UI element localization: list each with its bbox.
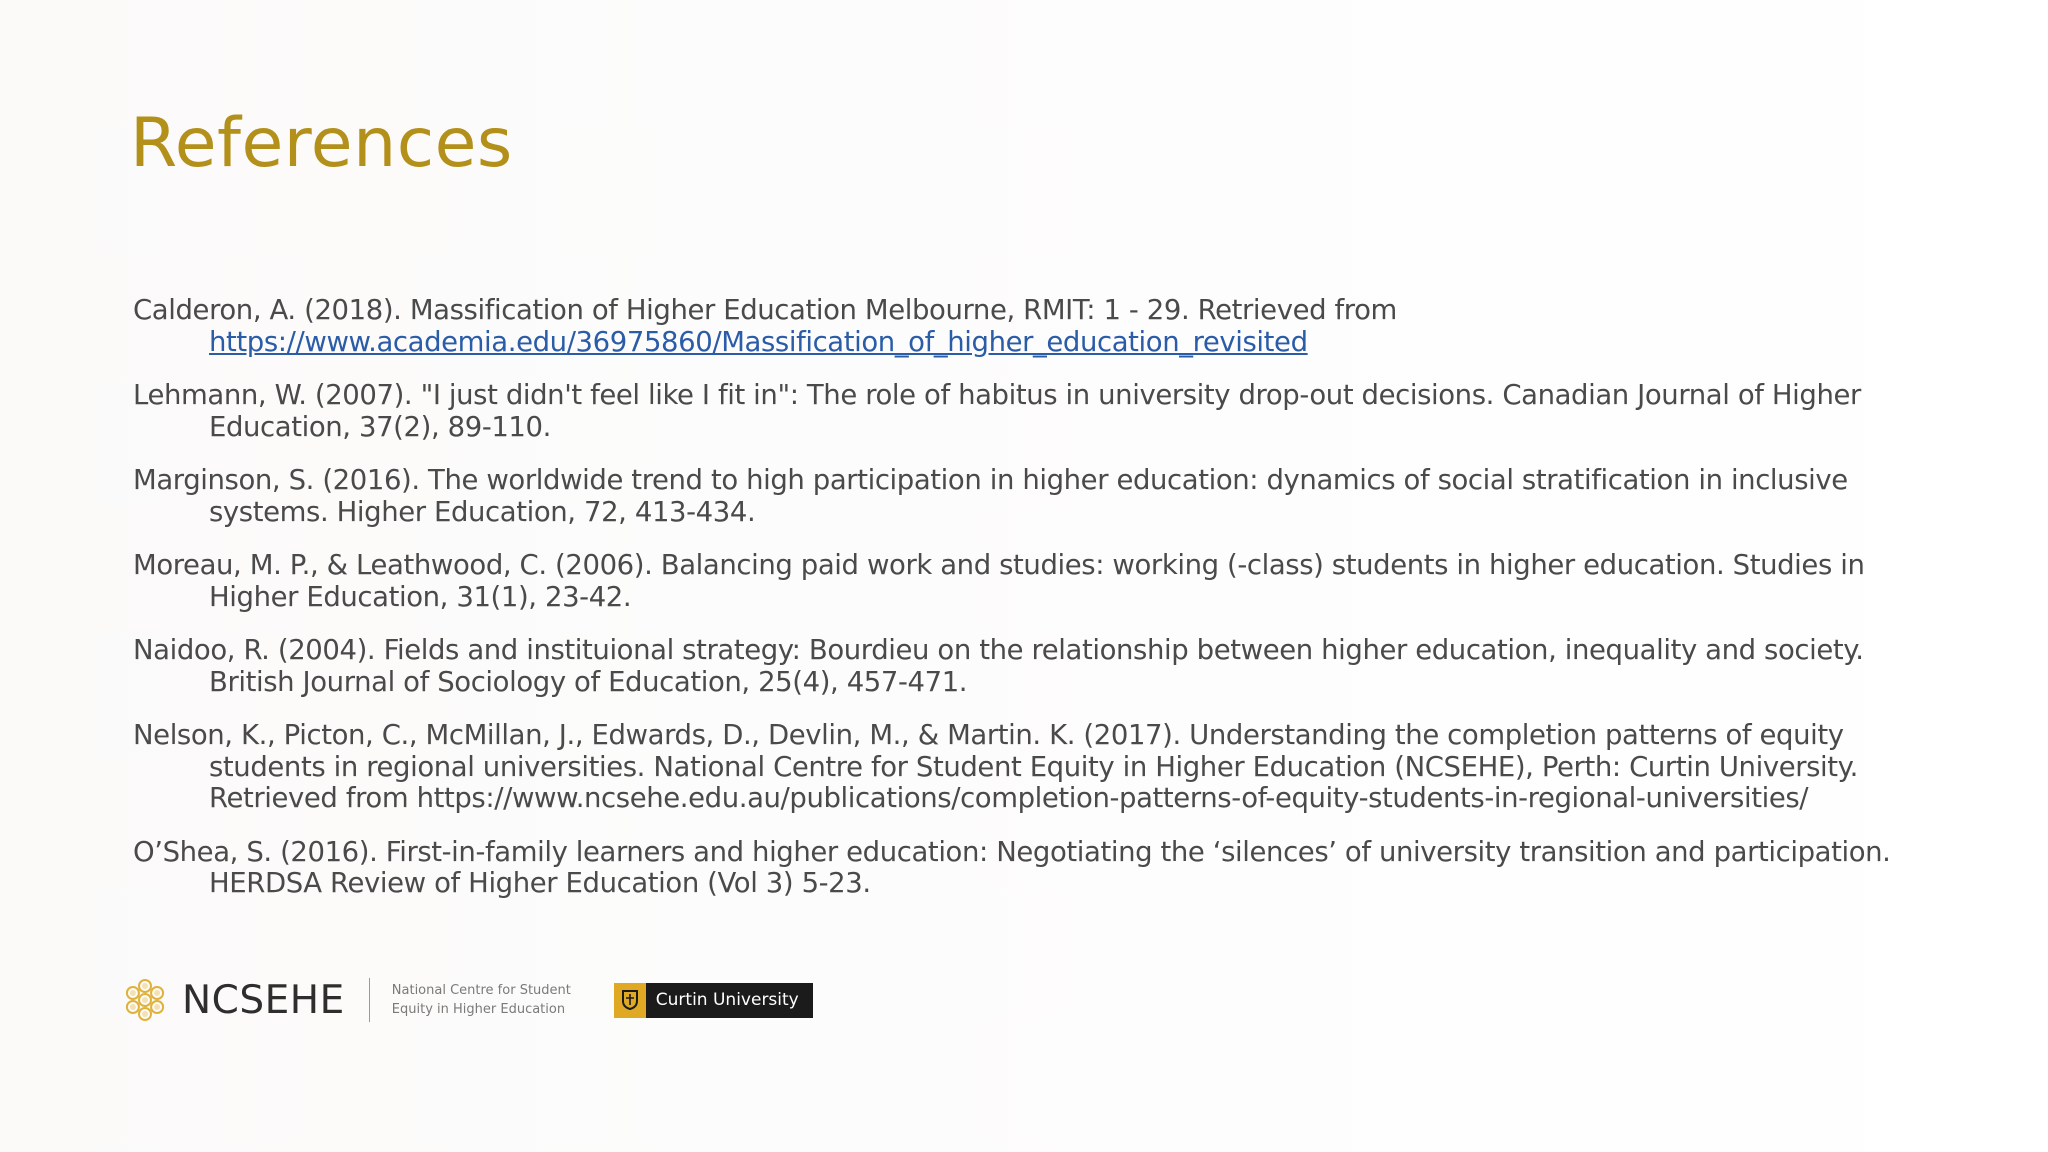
reference-item — [133, 295, 1893, 358]
logo-divider — [369, 978, 370, 1022]
ncsehe-emblem-icon — [120, 975, 170, 1025]
reference-item: Lehmann, W. (2007). "I just didn't feel like I fit in": The role of habitus in university drop-out decisions. Canadian Journal of Higher Education, 37(2), 89-110. — [133, 379, 1861, 443]
page-title: References — [130, 104, 513, 183]
ncsehe-tagline: National Centre for Student Equity in Higher Education — [391, 983, 571, 1017]
reference-item: Moreau, M. P., & Leathwood, C. (2006). Balancing paid work and studies: working (-class) students in higher education. Studies in Higher Education, 31(1), 23-42. — [133, 549, 1865, 613]
ncsehe-wordmark: NCSEHE — [182, 977, 345, 1023]
reference-item: Naidoo, R. (2004). Fields and instituional strategy: Bourdieu on the relationship between higher education, inequality and society. British Journal of Sociology of Education, 25(4), 457-471. — [133, 634, 1864, 698]
reference-item: Nelson, K., Picton, C., McMillan, J., Edwards, D., Devlin, M., & Martin. K. (2017). Understanding the completion patterns of equity students in regional universities. National Centre for Student Equity in Higher Education (NCSEHE), Perth: Curtin University. Retrieved from https://www.ncsehe.edu.au/publications/completion-patterns-of-equity-students-in-regional-universities/ — [133, 719, 1858, 814]
reference-list — [133, 295, 1893, 922]
curtin-wordmark: Curtin University — [655, 990, 799, 1010]
reference-item: O’Shea, S. (2016). First-in-family learners and higher education: Negotiating the ‘silences’ of university transition and participation. HERDSA Review of Higher Education (Vol 3) 5-23. — [133, 835, 1891, 899]
curtin-logo — [614, 983, 813, 1018]
reference-text: Calderon, A. (2018). Massification of Higher Education Melbourne, RMIT: 1 - 29. Retrieved from — [133, 294, 1397, 326]
curtin-crest-icon — [614, 983, 646, 1018]
reference-item: Marginson, S. (2016). The worldwide trend to high participation in higher education: dynamics of social stratification in inclusive systems. Higher Education, 72, 413-434. — [133, 464, 1848, 528]
footer-logos — [120, 972, 813, 1028]
reference-link[interactable]: https://www.academia.edu/36975860/Massification_of_higher_education_revisited — [209, 325, 1308, 358]
